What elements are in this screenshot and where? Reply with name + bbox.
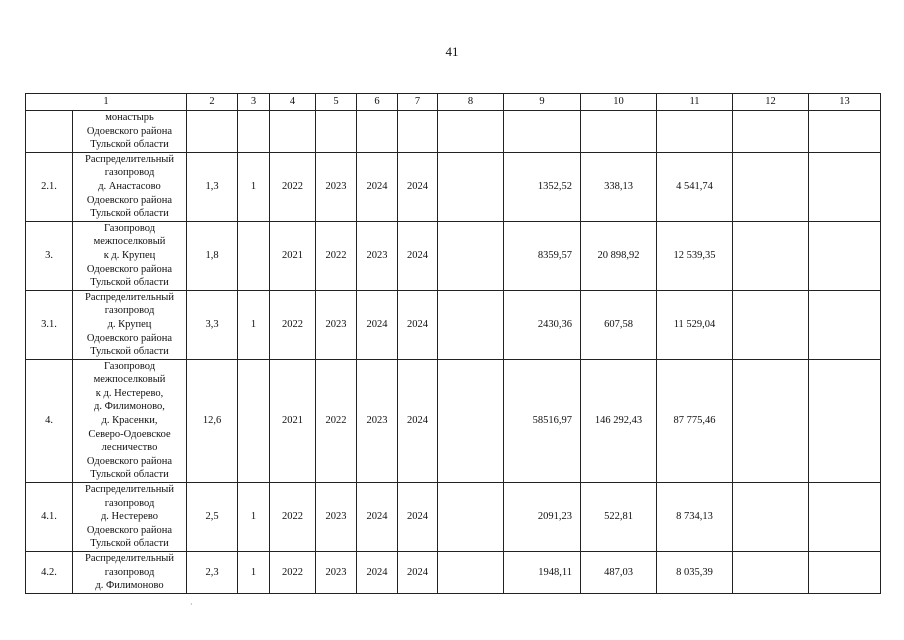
col8-cell (438, 111, 504, 153)
header-cell: 3 (238, 94, 270, 111)
col8-cell (438, 552, 504, 594)
row-number-cell: 4.2. (26, 552, 73, 594)
col3-cell: 1 (238, 552, 270, 594)
object-name-cell: Распределительный газопровод д. Нестерево Одоевского района Тульской области (73, 483, 187, 552)
year-col5-cell (316, 111, 357, 153)
year-col7-cell (398, 111, 438, 153)
year-col7-cell: 2024 (398, 359, 438, 482)
header-cell: 6 (357, 94, 398, 111)
data-table (25, 93, 881, 594)
header-cell: 5 (316, 94, 357, 111)
scan-mark: · (190, 600, 193, 609)
col12-cell (733, 290, 809, 359)
year-col7-cell: 2024 (398, 483, 438, 552)
year-col7-cell: 2024 (398, 221, 438, 290)
col8-cell (438, 152, 504, 221)
table-row (26, 552, 881, 594)
col12-cell (733, 152, 809, 221)
header-cell: 9 (504, 94, 581, 111)
amount-col11-cell: 4 541,74 (657, 152, 733, 221)
col12-cell (733, 359, 809, 482)
length-cell: 1,8 (187, 221, 238, 290)
amount-col11-cell (657, 111, 733, 153)
object-name-cell: Газопровод межпоселковый к д. Крупец Одоевского района Тульской области (73, 221, 187, 290)
year-col4-cell (270, 111, 316, 153)
header-cell: 2 (187, 94, 238, 111)
amount-col9-cell (504, 111, 581, 153)
col12-cell (733, 483, 809, 552)
length-cell: 2,5 (187, 483, 238, 552)
col3-cell: 1 (238, 152, 270, 221)
col12-cell (733, 111, 809, 153)
year-col5-cell: 2022 (316, 221, 357, 290)
year-col4-cell: 2021 (270, 221, 316, 290)
col3-cell: 1 (238, 483, 270, 552)
header-row (26, 94, 881, 111)
amount-col10-cell: 146 292,43 (581, 359, 657, 482)
header-cell: 7 (398, 94, 438, 111)
amount-col9-cell: 1948,11 (504, 552, 581, 594)
length-cell: 2,3 (187, 552, 238, 594)
year-col4-cell: 2022 (270, 552, 316, 594)
header-cell: 12 (733, 94, 809, 111)
col13-cell (809, 111, 881, 153)
table-row (26, 152, 881, 221)
year-col4-cell: 2022 (270, 483, 316, 552)
year-col7-cell: 2024 (398, 290, 438, 359)
year-col6-cell: 2023 (357, 359, 398, 482)
amount-col10-cell: 20 898,92 (581, 221, 657, 290)
length-cell: 12,6 (187, 359, 238, 482)
table-row (26, 290, 881, 359)
col13-cell (809, 483, 881, 552)
amount-col10-cell: 607,58 (581, 290, 657, 359)
amount-col9-cell: 8359,57 (504, 221, 581, 290)
year-col4-cell: 2022 (270, 290, 316, 359)
col12-cell (733, 221, 809, 290)
year-col6-cell: 2024 (357, 290, 398, 359)
amount-col10-cell: 338,13 (581, 152, 657, 221)
year-col5-cell: 2023 (316, 552, 357, 594)
amount-col10-cell: 522,81 (581, 483, 657, 552)
length-cell: 1,3 (187, 152, 238, 221)
object-name-cell: Газопровод межпоселковый к д. Нестерево, д. Филимоново, д. Красенки, Северо-Одоевское лесничество Одоевского района Тульской области (73, 359, 187, 482)
col3-cell (238, 359, 270, 482)
header-cell: 10 (581, 94, 657, 111)
row-number-cell: 4. (26, 359, 73, 482)
col13-cell (809, 221, 881, 290)
amount-col10-cell: 487,03 (581, 552, 657, 594)
amount-col11-cell: 12 539,35 (657, 221, 733, 290)
col8-cell (438, 359, 504, 482)
header-cell: 11 (657, 94, 733, 111)
col13-cell (809, 359, 881, 482)
col3-cell (238, 221, 270, 290)
row-number-cell: 4.1. (26, 483, 73, 552)
row-number-cell: 2.1. (26, 152, 73, 221)
object-name-cell: Распределительный газопровод д. Филимоново (73, 552, 187, 594)
amount-col9-cell: 2091,23 (504, 483, 581, 552)
year-col5-cell: 2023 (316, 152, 357, 221)
year-col7-cell: 2024 (398, 552, 438, 594)
col12-cell (733, 552, 809, 594)
header-cell: 1 (26, 94, 187, 111)
amount-col11-cell: 8 035,39 (657, 552, 733, 594)
year-col4-cell: 2021 (270, 359, 316, 482)
page-number: 41 (445, 44, 459, 59)
col3-cell (238, 111, 270, 153)
length-cell (187, 111, 238, 153)
amount-col9-cell: 2430,36 (504, 290, 581, 359)
year-col5-cell: 2022 (316, 359, 357, 482)
header-cell: 8 (438, 94, 504, 111)
table-body (26, 111, 881, 594)
table-row (26, 111, 881, 153)
amount-col9-cell: 1352,52 (504, 152, 581, 221)
object-name-cell: монастырь Одоевского района Тульской области (73, 111, 187, 153)
amount-col9-cell: 58516,97 (504, 359, 581, 482)
amount-col10-cell (581, 111, 657, 153)
amount-col11-cell: 8 734,13 (657, 483, 733, 552)
year-col6-cell: 2023 (357, 221, 398, 290)
year-col5-cell: 2023 (316, 290, 357, 359)
col13-cell (809, 290, 881, 359)
year-col6-cell: 2024 (357, 152, 398, 221)
year-col6-cell: 2024 (357, 483, 398, 552)
amount-col11-cell: 11 529,04 (657, 290, 733, 359)
object-name-cell: Распределительный газопровод д. Анастасово Одоевского района Тульской области (73, 152, 187, 221)
table-row (26, 221, 881, 290)
object-name-cell: Распределительный газопровод д. Крупец Одоевского района Тульской области (73, 290, 187, 359)
row-number-cell (26, 111, 73, 153)
table-row (26, 483, 881, 552)
col13-cell (809, 152, 881, 221)
col8-cell (438, 221, 504, 290)
year-col5-cell: 2023 (316, 483, 357, 552)
row-number-cell: 3. (26, 221, 73, 290)
length-cell: 3,3 (187, 290, 238, 359)
year-col4-cell: 2022 (270, 152, 316, 221)
row-number-cell: 3.1. (26, 290, 73, 359)
col3-cell: 1 (238, 290, 270, 359)
table-row (26, 359, 881, 482)
col13-cell (809, 552, 881, 594)
header-cell: 4 (270, 94, 316, 111)
col8-cell (438, 483, 504, 552)
year-col6-cell: 2024 (357, 552, 398, 594)
year-col6-cell (357, 111, 398, 153)
amount-col11-cell: 87 775,46 (657, 359, 733, 482)
col8-cell (438, 290, 504, 359)
header-cell: 13 (809, 94, 881, 111)
year-col7-cell: 2024 (398, 152, 438, 221)
